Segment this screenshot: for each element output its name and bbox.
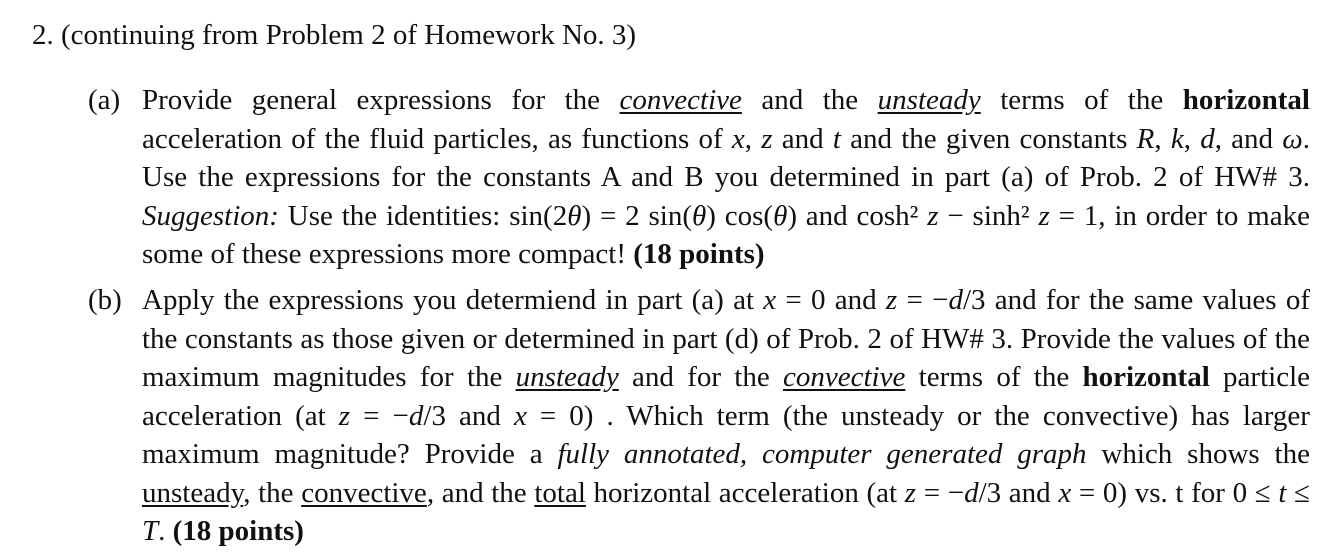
text: which shows the	[1086, 438, 1310, 470]
text: , the	[243, 476, 302, 509]
part-a-label: (a)	[88, 84, 121, 116]
math-x: x	[1058, 476, 1072, 509]
text: = 1, in order to make some of these expressions more compact!	[142, 199, 1310, 270]
text: acceleration of the fluid particles, as functions of	[142, 122, 732, 155]
math-omega: ω	[1282, 122, 1303, 155]
math-k: k	[1170, 122, 1184, 155]
text: , and the	[426, 476, 535, 509]
part-b-label: (b)	[88, 284, 122, 316]
math-theta: θ	[567, 199, 582, 232]
text: ) cos(	[706, 199, 774, 232]
text: = 0 and	[776, 284, 886, 316]
text: ) = 2 sin(	[581, 199, 692, 232]
math-x: x	[513, 399, 527, 432]
text: and the	[741, 84, 878, 116]
text: ) and cosh²	[787, 199, 928, 232]
text: ,	[1154, 122, 1171, 155]
text: Provide general expressions for the	[142, 84, 620, 116]
math-d: d	[948, 284, 963, 316]
text: terms of the	[905, 361, 1083, 393]
math-x: x	[731, 122, 745, 155]
text: .	[158, 515, 173, 547]
problem-heading: 2. (continuing from Problem 2 of Homework No. 3)	[32, 19, 637, 51]
annotated-graph-italic: fully annotated, computer generated graph	[557, 438, 1087, 470]
math-z: z	[338, 399, 351, 432]
text: . Use the expressions for the constants A and B you determined in part (a) of Prob. 2 of HW# 3.	[142, 122, 1310, 193]
math-d: d	[408, 399, 424, 432]
text: and the given constants	[840, 122, 1137, 155]
text: , and	[1214, 122, 1283, 155]
math-theta: θ	[773, 199, 788, 232]
text: ,	[1183, 122, 1201, 155]
math-d: d	[1200, 122, 1215, 155]
math-theta: θ	[692, 199, 707, 232]
part-a-text	[142, 81, 1310, 274]
convective-underlined: convective	[301, 476, 427, 509]
math-d: d	[964, 476, 979, 509]
convective-term: convective	[783, 361, 906, 393]
math-z: z	[904, 476, 917, 509]
text: = 0) vs. t for 0 ≤	[1071, 476, 1279, 509]
math-z: z	[1038, 199, 1050, 232]
text: /3 and for the same values of the constants as those given or determined in part (d) of Prob. 2 of HW# 3. Provide the values of the maximum magnitudes for the	[142, 284, 1310, 393]
unsteady-term: unsteady	[877, 84, 981, 116]
math-t: t	[1278, 476, 1287, 509]
text: and	[772, 122, 833, 155]
text: Use the identities: sin(2	[278, 199, 568, 232]
text: = 0) . Which term (the unsteady or the convective) has larger maximum magnitude? Provide a	[142, 399, 1310, 470]
text: horizontal acceleration (at	[585, 476, 905, 509]
text: = −	[897, 284, 949, 316]
text: Apply the expressions you determiend in part (a) at	[142, 284, 764, 316]
math-z: z	[761, 122, 773, 155]
math-R: R	[1136, 122, 1155, 155]
suggestion-label: Suggestion:	[142, 199, 279, 232]
text: = −	[350, 399, 409, 432]
text: = −	[916, 476, 965, 509]
math-z: z	[885, 284, 898, 316]
text: terms of the	[980, 84, 1183, 116]
math-T: T	[142, 515, 159, 547]
math-t: t	[832, 122, 841, 155]
total-underlined: total	[534, 476, 586, 509]
convective-term: convective	[619, 84, 742, 116]
text: ,	[744, 122, 762, 155]
math-z: z	[927, 199, 939, 232]
text: /3 and	[978, 476, 1059, 509]
text: /3 and	[423, 399, 514, 432]
points-bold: (18 points)	[633, 238, 765, 270]
part-b-text	[142, 281, 1310, 551]
text: and for the	[618, 361, 784, 393]
text: ≤	[1286, 476, 1310, 509]
points-bold: (18 points)	[172, 515, 304, 547]
unsteady-term: unsteady	[515, 361, 619, 393]
math-x: x	[763, 284, 777, 316]
text: − sinh²	[938, 199, 1039, 232]
horizontal-bold: horizontal	[1182, 84, 1310, 116]
unsteady-underlined: unsteady	[142, 476, 244, 509]
text: particle acceleration (at	[142, 361, 1311, 432]
horizontal-bold: horizontal	[1082, 361, 1210, 393]
